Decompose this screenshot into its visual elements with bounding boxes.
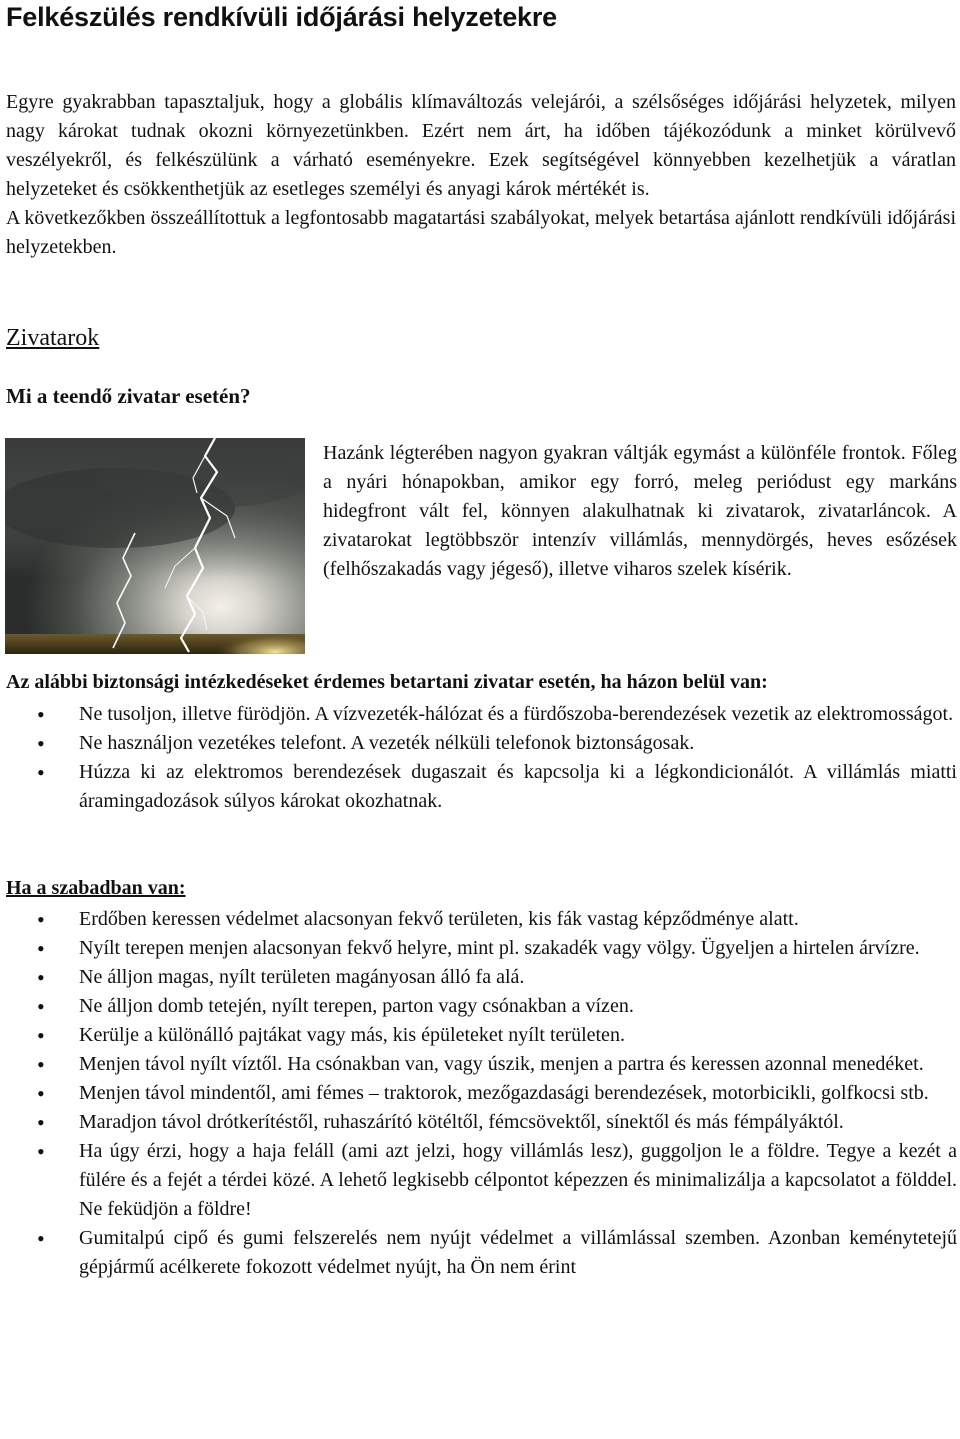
list-item (0, 1079, 960, 1108)
bullet-icon: • (37, 965, 45, 990)
bullet-icon: • (37, 760, 45, 785)
list-item-text: Menjen távol mindentől, ami fémes – traktorok, mezőgazdasági berendezések, motorbicikli, golfkocsi stb. (79, 1082, 929, 1104)
bullet-icon: • (37, 936, 45, 961)
bullet-icon: • (37, 731, 45, 756)
intro-paragraph: A következőkben összeállítottuk a legfontosabb magatartási szabályokat, melyek betartása ajánlott rendkívüli időjárási helyzetekben. (6, 207, 956, 258)
bullet-icon: • (37, 1226, 45, 1251)
indoor-list-heading: Az alábbi biztonsági intézkedéseket érdemes betartani zivatar esetén, ha házon belül van: (6, 671, 768, 693)
bullet-icon: • (37, 1110, 45, 1135)
lightning-storm-image (5, 438, 305, 654)
indoor-list (0, 700, 960, 816)
list-item (0, 1108, 960, 1137)
list-item-text: Maradjon távol drótkerítéstől, ruhaszárító kötéltől, fémcsövektől, sínektől és más fémpályáktól. (79, 1111, 844, 1133)
list-item (0, 1137, 960, 1224)
list-item-text: Ha úgy érzi, hogy a haja feláll (ami azt jelzi, hogy villámlás lesz), guggoljon le a földre. Tegye a kezét a fülére és a fejét a térdei közé. A lehető legkisebb célpontot képezzen és minimalizálja a kapcsolatot a földdel. Ne feküdjön a földre! (79, 1140, 957, 1220)
bullet-icon: • (37, 907, 45, 932)
section-body: Hazánk légterében nagyon gyakran váltják egymást a különféle frontok. Főleg a nyári hónapokban, amikor egy forró, meleg periódust egy markáns hidegfront vált fel, könnyen alakulhatnak ki zivatarok, zivatarláncok. A zivatarokat legtöbbször intenzív villámlás, mennydörgés, heves esőzések (felhőszakadás vagy jégeső), illetve viharos szelek kísérik. (323, 442, 957, 580)
bullet-icon: • (37, 1139, 45, 1164)
section-heading: Zivatarok (6, 325, 100, 351)
list-item (0, 905, 960, 934)
list-item-text: Erdőben keressen védelmet alacsonyan fekvő területen, kis fák vastag képződménye alatt. (79, 908, 799, 930)
bullet-icon: • (37, 1081, 45, 1106)
outdoor-list (0, 905, 960, 1282)
list-item-text: Ne álljon magas, nyílt területen magányosan álló fa alá. (79, 966, 525, 988)
page-title: Felkészülés rendkívüli időjárási helyzetekre (6, 2, 557, 32)
list-item (0, 1021, 960, 1050)
list-item-text: Menjen távol nyílt víztől. Ha csónakban van, vagy úszik, menjen a partra és keressen azonnal menedéket. (79, 1053, 924, 1075)
list-item (0, 1224, 960, 1282)
bullet-icon: • (37, 1023, 45, 1048)
bullet-icon: • (37, 702, 45, 727)
section-subheading: Mi a teendő zivatar esetén? (6, 384, 251, 408)
list-item-text: Húzza ki az elektromos berendezések dugaszait és kapcsolja ki a légkondicionálót. A villámlás miatti áramingadozások súlyos károkat okozhatnak. (79, 761, 957, 812)
bullet-icon: • (37, 994, 45, 1019)
list-item (0, 963, 960, 992)
list-item (0, 992, 960, 1021)
list-item (0, 934, 960, 963)
list-item-text: Nyílt terepen menjen alacsonyan fekvő helyre, mint pl. szakadék vagy völgy. Ügyeljen a hirtelen árvízre. (79, 937, 920, 959)
list-item-text: Kerülje a különálló pajtákat vagy más, kis épületeket nyílt területen. (79, 1024, 625, 1046)
list-item (0, 758, 960, 816)
list-item-text: Ne álljon domb tetején, nyílt terepen, parton vagy csónakban a vízen. (79, 995, 634, 1017)
list-item (0, 1050, 960, 1079)
bullet-icon: • (37, 1052, 45, 1077)
list-item-text: Ne használjon vezetékes telefont. A vezeték nélküli telefonok biztonságosak. (79, 732, 695, 754)
outdoor-list-heading: Ha a szabadban van: (6, 877, 186, 899)
list-item (0, 729, 960, 758)
intro-paragraph: Egyre gyakrabban tapasztaljuk, hogy a globális klímaváltozás velejárói, a szélsőséges időjárási helyzetek, milyen nagy károkat tudnak okozni környezetünkben. Ezért nem árt, ha időben tájékozódunk a minket körülvevő veszélyekről, és felkészülünk a várható eseményekre. Ezek segítségével könnyebben kezelhetjük a váratlan helyzeteket és csökkenthetjük az esetleges személyi és anyagi károk mértékét is. (6, 91, 956, 200)
list-item-text: Ne tusoljon, illetve fürödjön. A vízvezeték-hálózat és a fürdőszoba-berendezések vezetik az elektromosságot. (79, 703, 954, 725)
list-item (0, 700, 960, 729)
list-item-text: Gumitalpú cipő és gumi felszerelés nem nyújt védelmet a villámlással szemben. Azonban keménytetejű gépjármű acélkerete fokozott védelmet nyújt, ha Ön nem érint (79, 1227, 957, 1278)
intro-text (6, 88, 956, 262)
